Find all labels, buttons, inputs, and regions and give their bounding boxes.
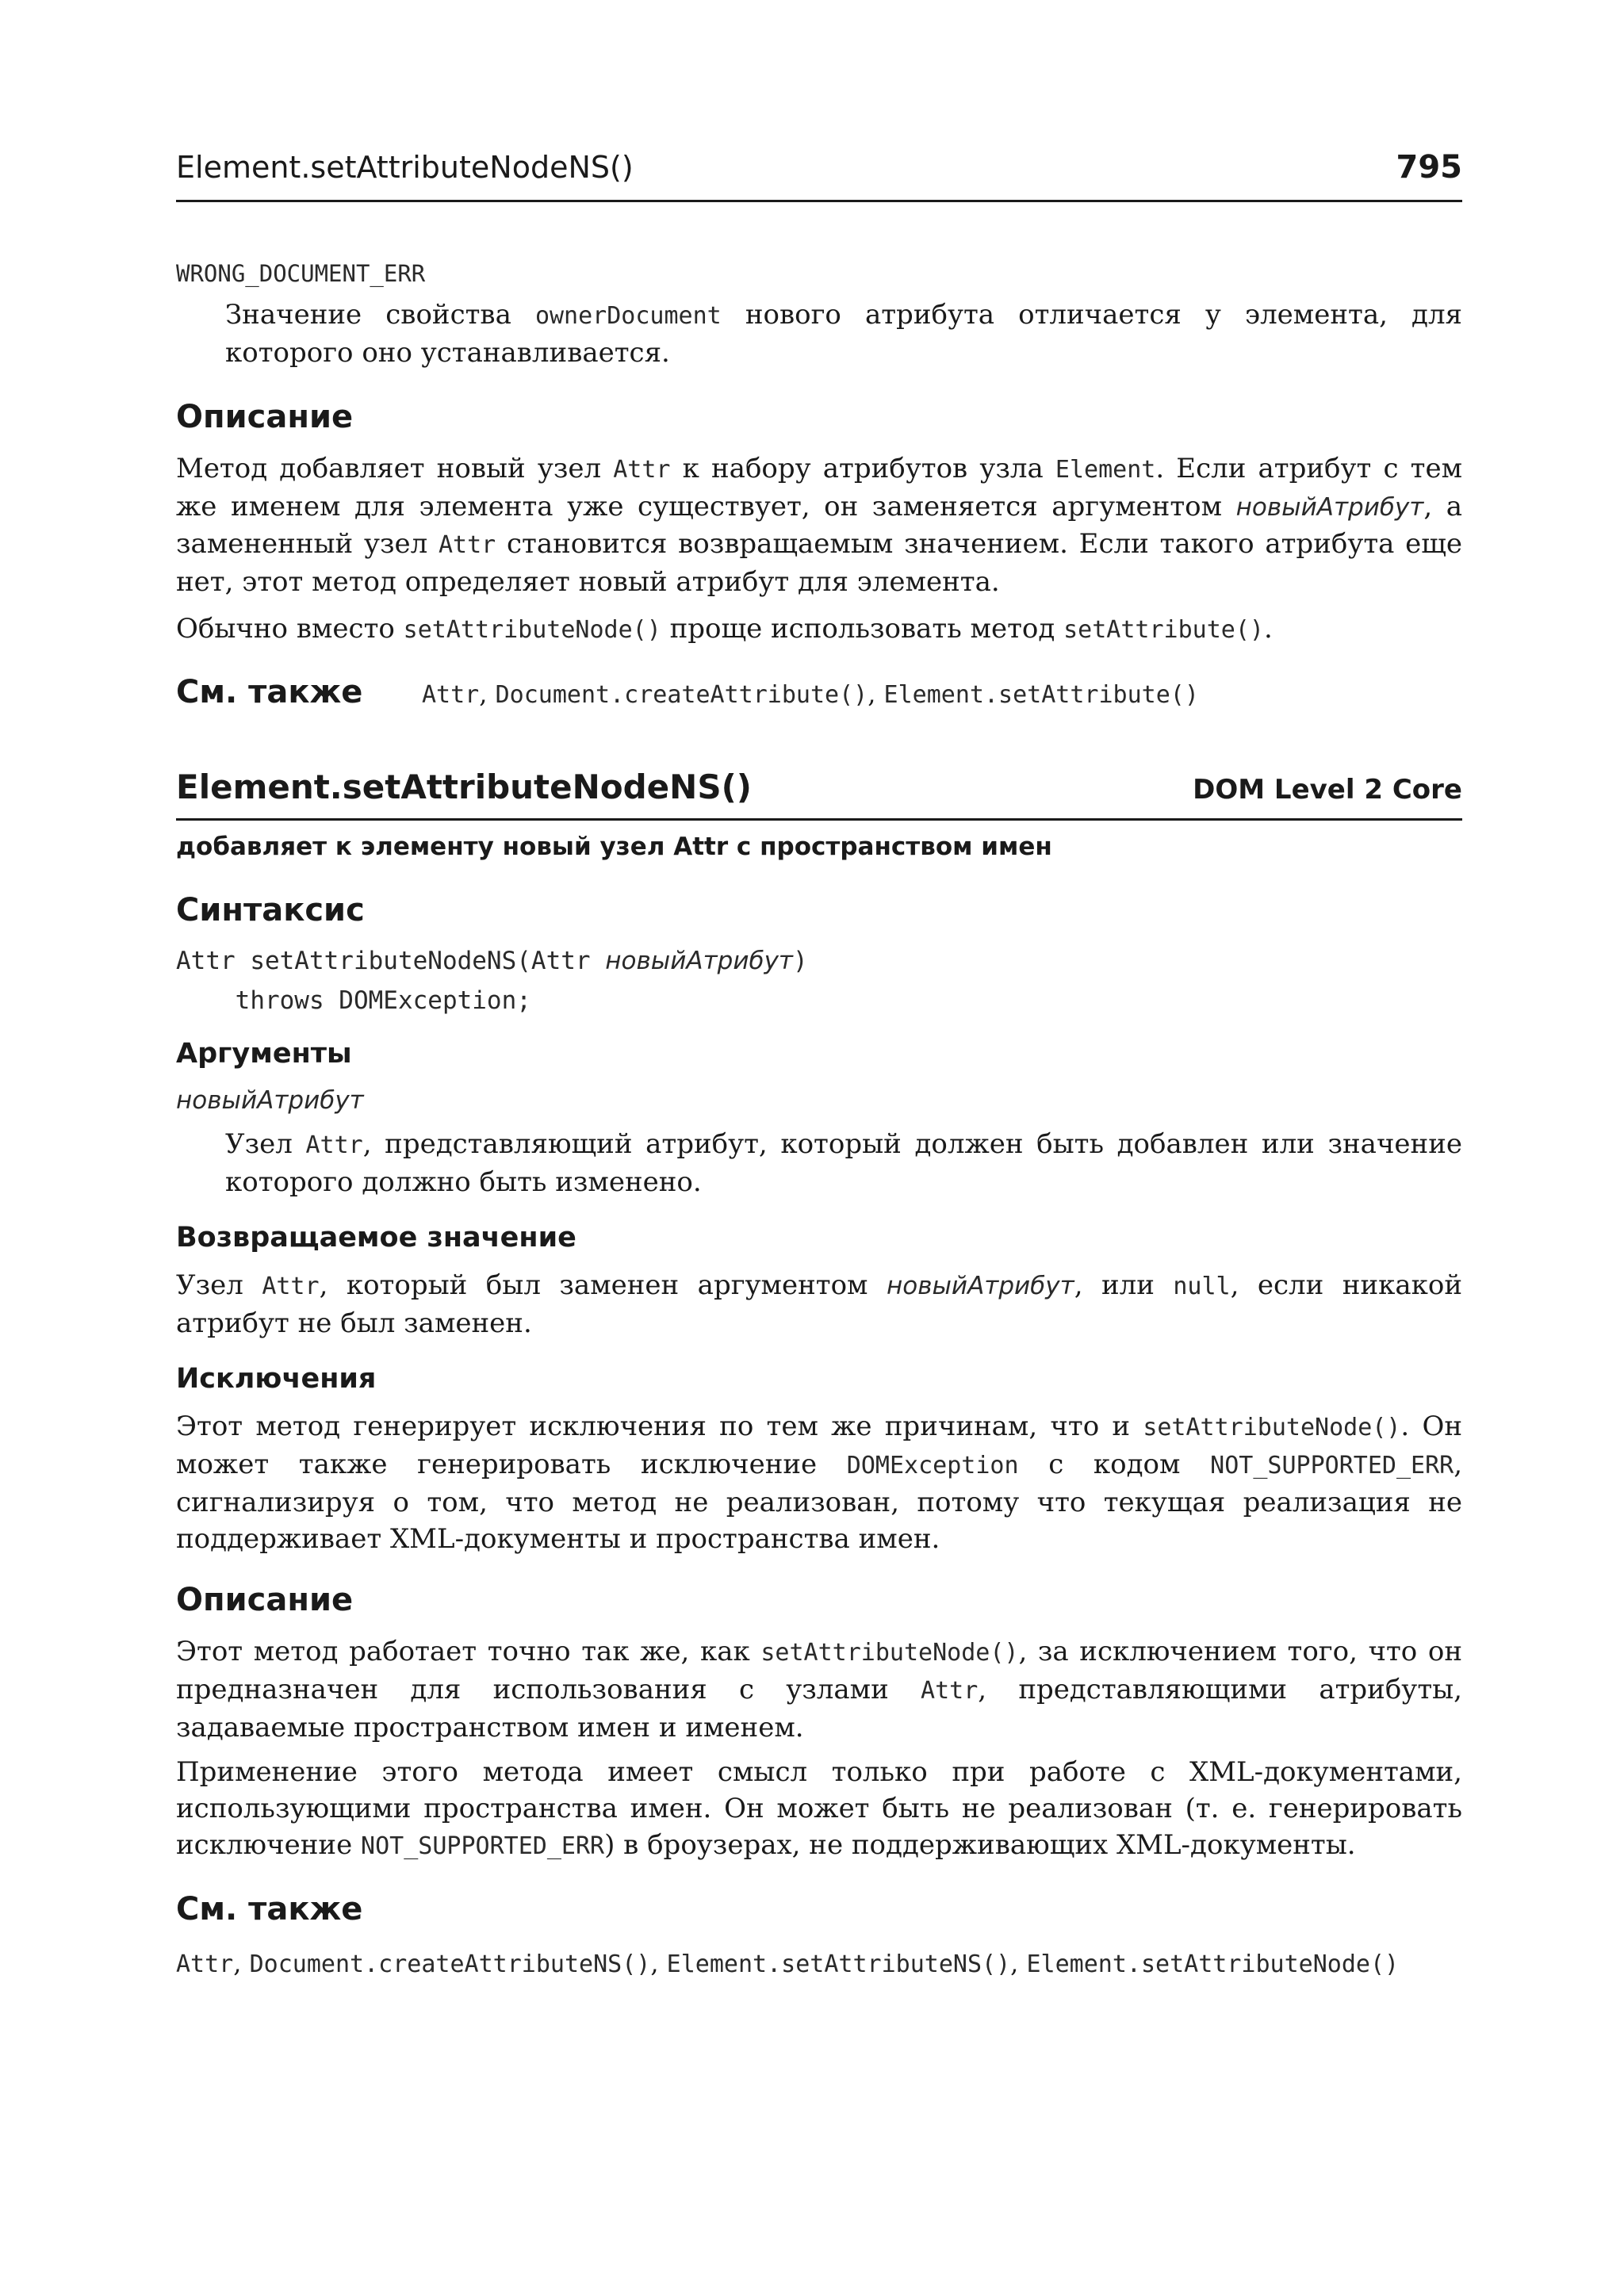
syntax-line: Attr setAttributeNodeNS(Attr новыйАтрибут) xyxy=(176,947,808,975)
running-header xyxy=(176,147,1462,202)
syntax-line: throws DOMException; xyxy=(176,986,531,1015)
ref-link[interactable]: Attr xyxy=(422,681,480,709)
returns-paragraph: Узел Attr, который был заменен аргументом новыйАтрибут, или null, если никакой атрибут не был заменен. xyxy=(176,1269,1463,1339)
argument-description: Узел Attr, представляющий атрибут, который должен быть добавлен или значение которого должно быть изменено. xyxy=(225,1128,1462,1198)
section-heading-description: Описание xyxy=(176,399,354,435)
section-heading-exceptions: Исключения xyxy=(176,1363,377,1395)
ref-link[interactable]: Element.setAttribute() xyxy=(883,681,1199,709)
argument-name: новыйАтрибут xyxy=(176,1086,364,1115)
section-heading-syntax: Синтаксис xyxy=(176,892,365,928)
exceptions-paragraph: Этот метод генерирует исключения по тем же причинам, что и setAttributeNode(). Он может также генерировать исключение DOMException с кодом NOT_SUPPORTED_ERR, сигнализируя о том, что метод не реализован, потому что текущая реализация не поддерживает XML-документы и пространства имен. xyxy=(176,1411,1462,1555)
see-also-refs: Attr, Document.createAttribute(), Element.setAttribute() xyxy=(422,679,1199,709)
running-title: Element.setAttributeNodeNS() xyxy=(176,150,634,185)
description-note: Обычно вместо setAttributeNode() проще использовать метод setAttribute(). xyxy=(176,613,1273,645)
ref-link[interactable]: Document.createAttribute() xyxy=(495,681,868,709)
entry-heading xyxy=(176,761,1462,821)
ref-link[interactable]: Element.setAttributeNS() xyxy=(666,1950,1011,1978)
section-heading-arguments: Аргументы xyxy=(176,1038,352,1070)
section-heading-description: Описание xyxy=(176,1582,354,1618)
see-also-refs: Attr, Document.createAttributeNS(), Element.setAttributeNS(), Element.setAttributeNode() xyxy=(176,1948,1400,1978)
ref-link[interactable]: Document.createAttributeNS() xyxy=(249,1950,651,1978)
section-heading-returns: Возвращаемое значение xyxy=(176,1222,576,1254)
see-also-row xyxy=(176,672,1462,713)
description-paragraph: Метод добавляет новый узел Attr к набору атрибутов узла Element. Если атрибут с тем же именем для элемента уже существует, он заменяется аргументом новыйАтрибут, а замененный узел Attr становится возвращаемым значением. Если такого атрибута еще нет, этот метод определяет новый атрибут для элемента. xyxy=(176,453,1463,598)
ref-link[interactable]: Element.setAttributeNode() xyxy=(1026,1950,1400,1978)
page-number: 795 xyxy=(1396,149,1462,186)
entry-summary: добавляет к элементу новый узел Attr с пространством имен xyxy=(176,833,1052,861)
description-paragraph: Этот метод работает точно так же, как setAttributeNode(), за исключением того, что он предназначен для использования с узлами Attr, представляющими атрибуты, задаваемые пространством имен и именем. xyxy=(176,1636,1463,1744)
exception-description: Значение свойства ownerDocument нового атрибута отличается у элемента, для которого оно устанавливается. xyxy=(225,299,1462,369)
description-paragraph: Применение этого метода имеет смысл только при работе с XML-документами, использующими пространства имен. Он может быть не реализован (т. е. генерировать исключение NOT_SUPPORTED_ERR) в броузерах, не поддерживающих XML-документы. xyxy=(176,1756,1462,1861)
section-heading-see-also: См. также xyxy=(176,1891,363,1927)
see-also-label: См. также xyxy=(176,674,363,710)
entry-title: Element.setAttributeNodeNS() xyxy=(176,768,752,806)
ref-link[interactable]: Attr xyxy=(176,1950,234,1978)
spec-level-badge: DOM Level 2 Core xyxy=(1193,774,1462,806)
exception-name: WRONG_DOCUMENT_ERR xyxy=(176,260,426,287)
